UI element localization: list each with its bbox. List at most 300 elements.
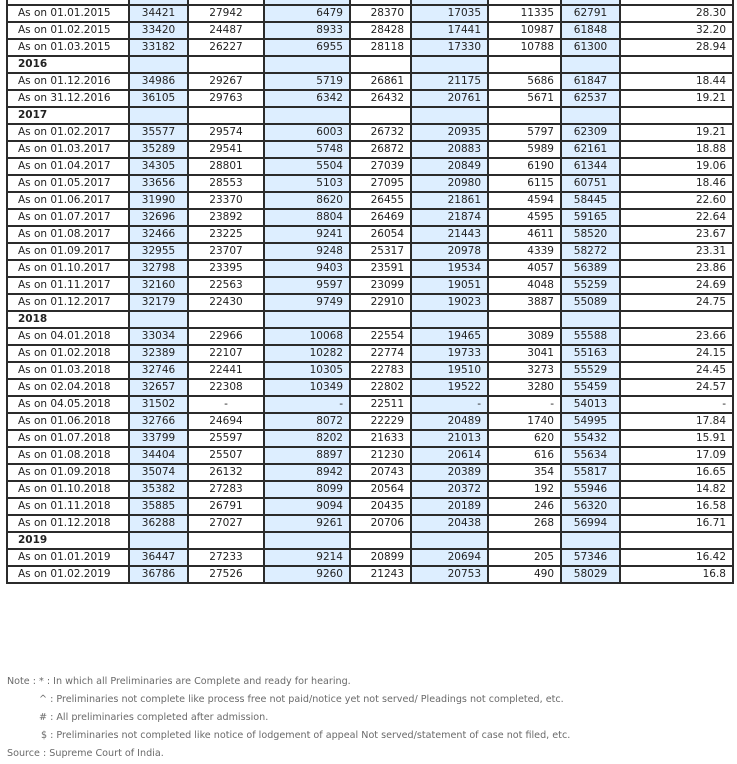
value-cell-col7: 5989 (488, 141, 561, 158)
table-row (7, 430, 733, 447)
value-cell-col4: 9241 (264, 226, 350, 243)
year-header-row (7, 532, 733, 549)
date-label: As on 01.10.2018 (7, 481, 129, 498)
value-cell-col6: 19733 (411, 345, 488, 362)
note-caret: ^ : Preliminaries not complete like process free not paid/notice yet not served/ Pleadings not completed, etc. (39, 694, 564, 705)
value-cell-col3: - (188, 396, 264, 413)
value-cell-col4: 6342 (264, 90, 350, 107)
value-cell-col7: 268 (488, 515, 561, 532)
value-cell-col2: 35074 (129, 464, 188, 481)
value-cell-col7: 205 (488, 549, 561, 566)
table-row (7, 464, 733, 481)
table-row (7, 39, 733, 56)
value-cell-col6: 20389 (411, 464, 488, 481)
value-cell-col7: 246 (488, 498, 561, 515)
value-cell-col9: 15.91 (620, 430, 733, 447)
value-cell-col2: 35885 (129, 498, 188, 515)
value-cell-col8: 62161 (561, 141, 620, 158)
value-cell-col3: 22107 (188, 345, 264, 362)
value-cell-col5: 28428 (350, 22, 411, 39)
value-cell-col7: 10788 (488, 39, 561, 56)
value-cell-col8: 61847 (561, 73, 620, 90)
value-cell-col8: 55588 (561, 328, 620, 345)
value-cell-col3: 23370 (188, 192, 264, 209)
value-cell-col5: 23591 (350, 260, 411, 277)
table-row (7, 73, 733, 90)
value-cell-col9: 16.8 (620, 566, 733, 583)
value-cell-col4: 9260 (264, 566, 350, 583)
value-cell-col6: 21175 (411, 73, 488, 90)
value-cell-col8: 55432 (561, 430, 620, 447)
value-cell-col4: 6003 (264, 124, 350, 141)
value-cell-col9: 22.64 (620, 209, 733, 226)
value-cell-col7: 4057 (488, 260, 561, 277)
date-label: As on 04.01.2018 (7, 328, 129, 345)
table-row (7, 379, 733, 396)
date-label: As on 31.12.2016 (7, 90, 129, 107)
value-cell-col4: 5719 (264, 73, 350, 90)
value-cell-col7: 620 (488, 430, 561, 447)
value-cell-col3: 24694 (188, 413, 264, 430)
date-label: As on 01.03.2015 (7, 39, 129, 56)
table-row (7, 277, 733, 294)
value-cell-col2 (129, 532, 188, 549)
value-cell-col8: 56320 (561, 498, 620, 515)
value-cell-col2: 32389 (129, 345, 188, 362)
year-label: 2017 (7, 107, 129, 124)
value-cell-col5: 21243 (350, 566, 411, 583)
table-row (7, 175, 733, 192)
table-row (7, 124, 733, 141)
value-cell-col5: 22554 (350, 328, 411, 345)
value-cell-col3: 23892 (188, 209, 264, 226)
value-cell-col4: 6955 (264, 39, 350, 56)
date-label: As on 01.03.2017 (7, 141, 129, 158)
value-cell-col2: 33034 (129, 328, 188, 345)
value-cell-col5: 23099 (350, 277, 411, 294)
value-cell-col8: 61300 (561, 39, 620, 56)
table-body (7, 0, 733, 583)
value-cell-col5: 22774 (350, 345, 411, 362)
value-cell-col4: - (264, 396, 350, 413)
value-cell-col5 (350, 311, 411, 328)
date-label: As on 01.05.2017 (7, 175, 129, 192)
value-cell-col3: 26227 (188, 39, 264, 56)
value-cell-col3: 22308 (188, 379, 264, 396)
value-cell-col6: 20372 (411, 481, 488, 498)
value-cell-col4: 6479 (264, 5, 350, 22)
table-row (7, 481, 733, 498)
value-cell-col2: 32160 (129, 277, 188, 294)
value-cell-col2: 32766 (129, 413, 188, 430)
value-cell-col8: 58029 (561, 566, 620, 583)
value-cell-col3: 23707 (188, 243, 264, 260)
year-header-row (7, 311, 733, 328)
value-cell-col8: 55634 (561, 447, 620, 464)
table-row (7, 498, 733, 515)
value-cell-col9: 24.45 (620, 362, 733, 379)
value-cell-col3: 29574 (188, 124, 264, 141)
value-cell-col9: 19.21 (620, 90, 733, 107)
value-cell-col6 (411, 107, 488, 124)
date-label: As on 01.09.2018 (7, 464, 129, 481)
pendency-table-container (6, 0, 734, 584)
date-label: As on 01.12.2017 (7, 294, 129, 311)
value-cell-col6: 19465 (411, 328, 488, 345)
value-cell-col7: 10987 (488, 22, 561, 39)
value-cell-col7 (488, 532, 561, 549)
table-row (7, 345, 733, 362)
date-label: As on 01.12.2016 (7, 73, 129, 90)
value-cell-col8: 62309 (561, 124, 620, 141)
value-cell-col5: 27095 (350, 175, 411, 192)
value-cell-col6 (411, 532, 488, 549)
date-label: As on 01.01.2019 (7, 549, 129, 566)
value-cell-col6: 20189 (411, 498, 488, 515)
date-label: As on 01.02.2015 (7, 22, 129, 39)
value-cell-col6: 19023 (411, 294, 488, 311)
value-cell-col7: - (488, 396, 561, 413)
value-cell-col8: 62791 (561, 5, 620, 22)
value-cell-col9: - (620, 396, 733, 413)
value-cell-col9: 19.06 (620, 158, 733, 175)
value-cell-col9 (620, 56, 733, 73)
source-note: Source : Supreme Court of India. (7, 748, 164, 759)
value-cell-col6: 19051 (411, 277, 488, 294)
value-cell-col8: 61344 (561, 158, 620, 175)
value-cell-col3: 28801 (188, 158, 264, 175)
value-cell-col3: 29541 (188, 141, 264, 158)
table-row (7, 549, 733, 566)
value-cell-col6 (411, 56, 488, 73)
value-cell-col9 (620, 311, 733, 328)
table-row (7, 362, 733, 379)
value-cell-col5: 22910 (350, 294, 411, 311)
value-cell-col5: 21633 (350, 430, 411, 447)
value-cell-col5: 26469 (350, 209, 411, 226)
value-cell-col4: 5103 (264, 175, 350, 192)
value-cell-col5: 25317 (350, 243, 411, 260)
value-cell-col4: 10305 (264, 362, 350, 379)
value-cell-col3: 27233 (188, 549, 264, 566)
value-cell-col5: 22229 (350, 413, 411, 430)
value-cell-col5: 26432 (350, 90, 411, 107)
value-cell-col6: 17330 (411, 39, 488, 56)
table-row (7, 158, 733, 175)
table-row (7, 566, 733, 583)
value-cell-col5 (350, 107, 411, 124)
value-cell-col3 (188, 107, 264, 124)
value-cell-col3 (188, 311, 264, 328)
value-cell-col6: 20489 (411, 413, 488, 430)
value-cell-col8: 54995 (561, 413, 620, 430)
value-cell-col9: 23.31 (620, 243, 733, 260)
date-label: As on 01.09.2017 (7, 243, 129, 260)
value-cell-col4: 8897 (264, 447, 350, 464)
value-cell-col9: 14.82 (620, 481, 733, 498)
value-cell-col2: 33182 (129, 39, 188, 56)
value-cell-col7: 3273 (488, 362, 561, 379)
note-hash: # : All preliminaries completed after admission. (39, 712, 269, 723)
value-cell-col2: 35289 (129, 141, 188, 158)
value-cell-col2: 36786 (129, 566, 188, 583)
value-cell-col2: 31990 (129, 192, 188, 209)
value-cell-col5: 22511 (350, 396, 411, 413)
value-cell-col9: 24.75 (620, 294, 733, 311)
value-cell-col3: 27526 (188, 566, 264, 583)
value-cell-col7 (488, 56, 561, 73)
date-label: As on 01.02.2018 (7, 345, 129, 362)
value-cell-col6: 19522 (411, 379, 488, 396)
value-cell-col7: 5797 (488, 124, 561, 141)
value-cell-col2: 31502 (129, 396, 188, 413)
value-cell-col7: 4595 (488, 209, 561, 226)
year-label: 2019 (7, 532, 129, 549)
value-cell-col9: 17.84 (620, 413, 733, 430)
value-cell-col6 (411, 311, 488, 328)
date-label: As on 01.04.2017 (7, 158, 129, 175)
value-cell-col3: 27027 (188, 515, 264, 532)
value-cell-col2: 32798 (129, 260, 188, 277)
value-cell-col7: 3041 (488, 345, 561, 362)
date-label: As on 01.02.2019 (7, 566, 129, 583)
value-cell-col5: 27039 (350, 158, 411, 175)
value-cell-col6: 20614 (411, 447, 488, 464)
date-label: As on 01.03.2018 (7, 362, 129, 379)
table-row (7, 90, 733, 107)
date-label: As on 04.05.2018 (7, 396, 129, 413)
value-cell-col5: 28370 (350, 5, 411, 22)
value-cell-col6: 21443 (411, 226, 488, 243)
value-cell-col7: 5671 (488, 90, 561, 107)
value-cell-col4: 9248 (264, 243, 350, 260)
value-cell-col8: 54013 (561, 396, 620, 413)
value-cell-col6: 19534 (411, 260, 488, 277)
value-cell-col9: 18.88 (620, 141, 733, 158)
value-cell-col7: 1740 (488, 413, 561, 430)
value-cell-col6: 19510 (411, 362, 488, 379)
value-cell-col5: 20435 (350, 498, 411, 515)
date-label: As on 01.12.2018 (7, 515, 129, 532)
table-row (7, 141, 733, 158)
value-cell-col8: 55163 (561, 345, 620, 362)
value-cell-col2: 36447 (129, 549, 188, 566)
year-header-row (7, 56, 733, 73)
value-cell-col8: 55946 (561, 481, 620, 498)
value-cell-col8: 55459 (561, 379, 620, 396)
value-cell-col4: 8620 (264, 192, 350, 209)
table-row (7, 192, 733, 209)
date-label: As on 01.11.2017 (7, 277, 129, 294)
value-cell-col7: 3280 (488, 379, 561, 396)
value-cell-col3: 22966 (188, 328, 264, 345)
value-cell-col2: 34986 (129, 73, 188, 90)
year-header-row (7, 107, 733, 124)
value-cell-col4 (264, 311, 350, 328)
table-row (7, 447, 733, 464)
value-cell-col6: 20935 (411, 124, 488, 141)
value-cell-col7: 11335 (488, 5, 561, 22)
value-cell-col8: 57346 (561, 549, 620, 566)
date-label: As on 01.06.2018 (7, 413, 129, 430)
date-label: As on 01.01.2015 (7, 5, 129, 22)
value-cell-col5: 20564 (350, 481, 411, 498)
value-cell-col4: 9094 (264, 498, 350, 515)
value-cell-col3: 23395 (188, 260, 264, 277)
value-cell-col4 (264, 532, 350, 549)
value-cell-col5: 22783 (350, 362, 411, 379)
value-cell-col8: 58445 (561, 192, 620, 209)
value-cell-col3: 29763 (188, 90, 264, 107)
footnotes (7, 673, 570, 763)
table-row (7, 226, 733, 243)
table-row (7, 396, 733, 413)
value-cell-col7: 3089 (488, 328, 561, 345)
value-cell-col3 (188, 56, 264, 73)
value-cell-col4: 9214 (264, 549, 350, 566)
value-cell-col5: 22802 (350, 379, 411, 396)
value-cell-col3: 29267 (188, 73, 264, 90)
value-cell-col9 (620, 107, 733, 124)
value-cell-col2: 35382 (129, 481, 188, 498)
value-cell-col6: 21874 (411, 209, 488, 226)
value-cell-col4: 5748 (264, 141, 350, 158)
value-cell-col9: 16.42 (620, 549, 733, 566)
note-star: Note : * : In which all Preliminaries are Complete and ready for hearing. (7, 676, 351, 687)
value-cell-col3: 22430 (188, 294, 264, 311)
table-row (7, 209, 733, 226)
value-cell-col9: 28.94 (620, 39, 733, 56)
table-row (7, 22, 733, 39)
value-cell-col3: 22441 (188, 362, 264, 379)
value-cell-col2: 36288 (129, 515, 188, 532)
value-cell-col4: 8804 (264, 209, 350, 226)
value-cell-col7: 6115 (488, 175, 561, 192)
date-label: As on 01.07.2017 (7, 209, 129, 226)
value-cell-col3: 27283 (188, 481, 264, 498)
value-cell-col2: 32657 (129, 379, 188, 396)
date-label: As on 01.10.2017 (7, 260, 129, 277)
note-dollar: $ : Preliminaries not completed like notice of lodgement of appeal Not served/statement of case not filed, etc. (41, 730, 571, 741)
table-row (7, 413, 733, 430)
value-cell-col6: 20849 (411, 158, 488, 175)
table-row (7, 328, 733, 345)
value-cell-col8: 59165 (561, 209, 620, 226)
value-cell-col9: 19.21 (620, 124, 733, 141)
value-cell-col6: 17035 (411, 5, 488, 22)
value-cell-col3: 24487 (188, 22, 264, 39)
value-cell-col7: 6190 (488, 158, 561, 175)
value-cell-col8 (561, 532, 620, 549)
value-cell-col6: 20694 (411, 549, 488, 566)
value-cell-col3: 25507 (188, 447, 264, 464)
value-cell-col7 (488, 311, 561, 328)
value-cell-col4: 10068 (264, 328, 350, 345)
value-cell-col4: 9261 (264, 515, 350, 532)
value-cell-col4 (264, 56, 350, 73)
value-cell-col7 (488, 107, 561, 124)
value-cell-col2: 34421 (129, 5, 188, 22)
value-cell-col5 (350, 56, 411, 73)
value-cell-col6: 20978 (411, 243, 488, 260)
value-cell-col2: 32179 (129, 294, 188, 311)
value-cell-col7: 4339 (488, 243, 561, 260)
table-row (7, 515, 733, 532)
value-cell-col7: 490 (488, 566, 561, 583)
value-cell-col9: 18.46 (620, 175, 733, 192)
date-label: As on 01.08.2017 (7, 226, 129, 243)
value-cell-col7: 4594 (488, 192, 561, 209)
value-cell-col4: 10282 (264, 345, 350, 362)
value-cell-col2: 33656 (129, 175, 188, 192)
value-cell-col8: 60751 (561, 175, 620, 192)
date-label: As on 01.06.2017 (7, 192, 129, 209)
value-cell-col6: 21013 (411, 430, 488, 447)
value-cell-col7: 5686 (488, 73, 561, 90)
value-cell-col6: 20761 (411, 90, 488, 107)
value-cell-col2: 32746 (129, 362, 188, 379)
value-cell-col2 (129, 107, 188, 124)
value-cell-col7: 4611 (488, 226, 561, 243)
value-cell-col9: 24.15 (620, 345, 733, 362)
value-cell-col2: 32955 (129, 243, 188, 260)
value-cell-col4: 8933 (264, 22, 350, 39)
year-label: 2018 (7, 311, 129, 328)
value-cell-col3: 26791 (188, 498, 264, 515)
value-cell-col7: 354 (488, 464, 561, 481)
value-cell-col3: 27942 (188, 5, 264, 22)
value-cell-col8: 55259 (561, 277, 620, 294)
table-row (7, 5, 733, 22)
value-cell-col2: 34404 (129, 447, 188, 464)
value-cell-col5: 20706 (350, 515, 411, 532)
value-cell-col6: 20883 (411, 141, 488, 158)
value-cell-col2: 32696 (129, 209, 188, 226)
value-cell-col4: 9749 (264, 294, 350, 311)
value-cell-col6: 21861 (411, 192, 488, 209)
value-cell-col9: 16.58 (620, 498, 733, 515)
value-cell-col4: 5504 (264, 158, 350, 175)
date-label: As on 02.04.2018 (7, 379, 129, 396)
value-cell-col7: 616 (488, 447, 561, 464)
value-cell-col8 (561, 56, 620, 73)
value-cell-col8 (561, 107, 620, 124)
value-cell-col3: 28553 (188, 175, 264, 192)
value-cell-col2 (129, 56, 188, 73)
value-cell-col7: 3887 (488, 294, 561, 311)
value-cell-col5: 28118 (350, 39, 411, 56)
value-cell-col7: 4048 (488, 277, 561, 294)
value-cell-col6: 17441 (411, 22, 488, 39)
value-cell-col2: 33799 (129, 430, 188, 447)
value-cell-col4: 8072 (264, 413, 350, 430)
table-row (7, 243, 733, 260)
value-cell-col2: 33420 (129, 22, 188, 39)
value-cell-col8: 62537 (561, 90, 620, 107)
table-row (7, 260, 733, 277)
value-cell-col6: 20753 (411, 566, 488, 583)
value-cell-col8: 61848 (561, 22, 620, 39)
value-cell-col5: 26054 (350, 226, 411, 243)
value-cell-col9: 23.66 (620, 328, 733, 345)
pendency-table (6, 0, 734, 584)
value-cell-col6: 20980 (411, 175, 488, 192)
value-cell-col5: 26732 (350, 124, 411, 141)
value-cell-col4: 10349 (264, 379, 350, 396)
value-cell-col3: 23225 (188, 226, 264, 243)
year-label: 2016 (7, 56, 129, 73)
value-cell-col8: 56994 (561, 515, 620, 532)
